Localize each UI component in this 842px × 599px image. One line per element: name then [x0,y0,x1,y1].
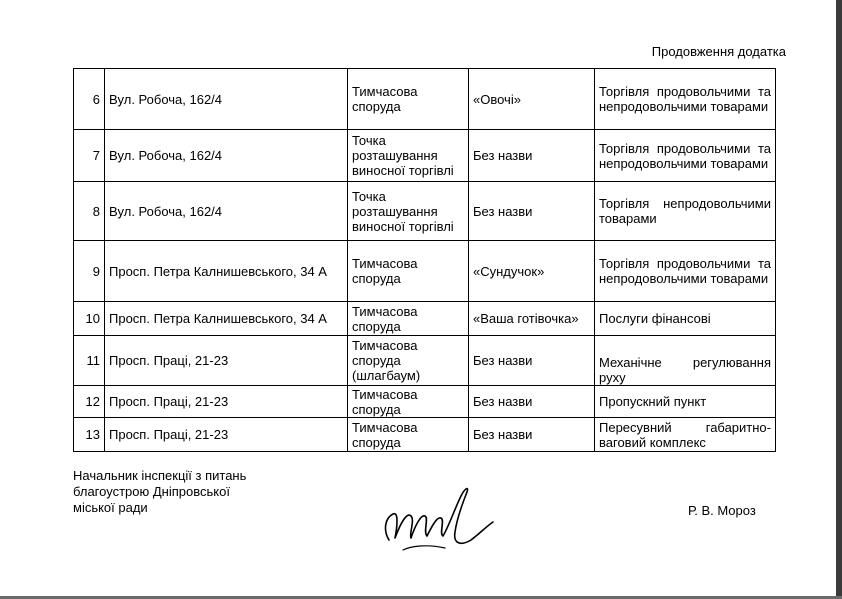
row-activity: Торгівля продовольчими та непродовольчими товарами [595,241,776,302]
row-name: «Сундучок» [469,241,595,302]
objects-table [73,68,776,452]
row-number: 7 [74,130,105,182]
row-type: Тимчасова споруда [348,386,469,418]
signatory-name: Р. В. Мороз [688,503,756,518]
row-number: 11 [74,336,105,386]
row-number: 9 [74,241,105,302]
position-line: міської ради [73,500,148,515]
row-address: Вул. Робоча, 162/4 [105,130,348,182]
row-activity: Пропускний пункт [595,386,776,418]
row-type: Тимчасова споруда [348,418,469,452]
row-address: Просп. Праці, 21-23 [105,386,348,418]
table-row [74,418,776,452]
row-type: Тимчасова споруда [348,241,469,302]
row-type: Точка розташування виносної торгівлі [348,182,469,241]
row-name: Без назви [469,418,595,452]
row-name: Без назви [469,336,595,386]
handwritten-signature [375,478,505,558]
row-address: Вул. Робоча, 162/4 [105,69,348,130]
row-address: Просп. Петра Калнишевського, 34 А [105,241,348,302]
row-activity: Торгівля продовольчими та непродовольчими товарами [595,69,776,130]
row-name: Без назви [469,182,595,241]
row-number: 6 [74,69,105,130]
row-activity: Пересувний габаритно-ваговий комплекс [595,418,776,452]
table-row [74,336,776,386]
row-number: 12 [74,386,105,418]
table-row [74,130,776,182]
row-name: «Ваша готівочка» [469,302,595,336]
row-name: Без назви [469,130,595,182]
row-address: Вул. Робоча, 162/4 [105,182,348,241]
table-row [74,182,776,241]
row-activity: Торгівля непродовольчими товарами [595,182,776,241]
row-activity: Механічне регулювання руху [595,336,776,386]
row-address: Просп. Праці, 21-23 [105,336,348,386]
row-name: «Овочі» [469,69,595,130]
row-activity: Послуги фінансові [595,302,776,336]
position-line: Начальник інспекції з питань [73,468,247,483]
table-row [74,241,776,302]
signatory-position [73,468,246,516]
row-type: Тимчасова споруда (шлагбаум) [348,336,469,386]
row-activity: Торгівля продовольчими та непродовольчими товарами [595,130,776,182]
row-type: Точка розташування виносної торгівлі [348,130,469,182]
row-number: 10 [74,302,105,336]
row-address: Просп. Праці, 21-23 [105,418,348,452]
row-address: Просп. Петра Калнишевського, 34 А [105,302,348,336]
row-number: 8 [74,182,105,241]
row-name: Без назви [469,386,595,418]
row-number: 13 [74,418,105,452]
table-row [74,386,776,418]
continuation-note: Продовження додатка [651,44,786,59]
scan-edge [836,0,842,599]
table-row [74,302,776,336]
table-row [74,69,776,130]
position-line: благоустрою Дніпровської [73,484,230,499]
row-type: Тимчасова споруда [348,302,469,336]
row-type: Тимчасова споруда [348,69,469,130]
